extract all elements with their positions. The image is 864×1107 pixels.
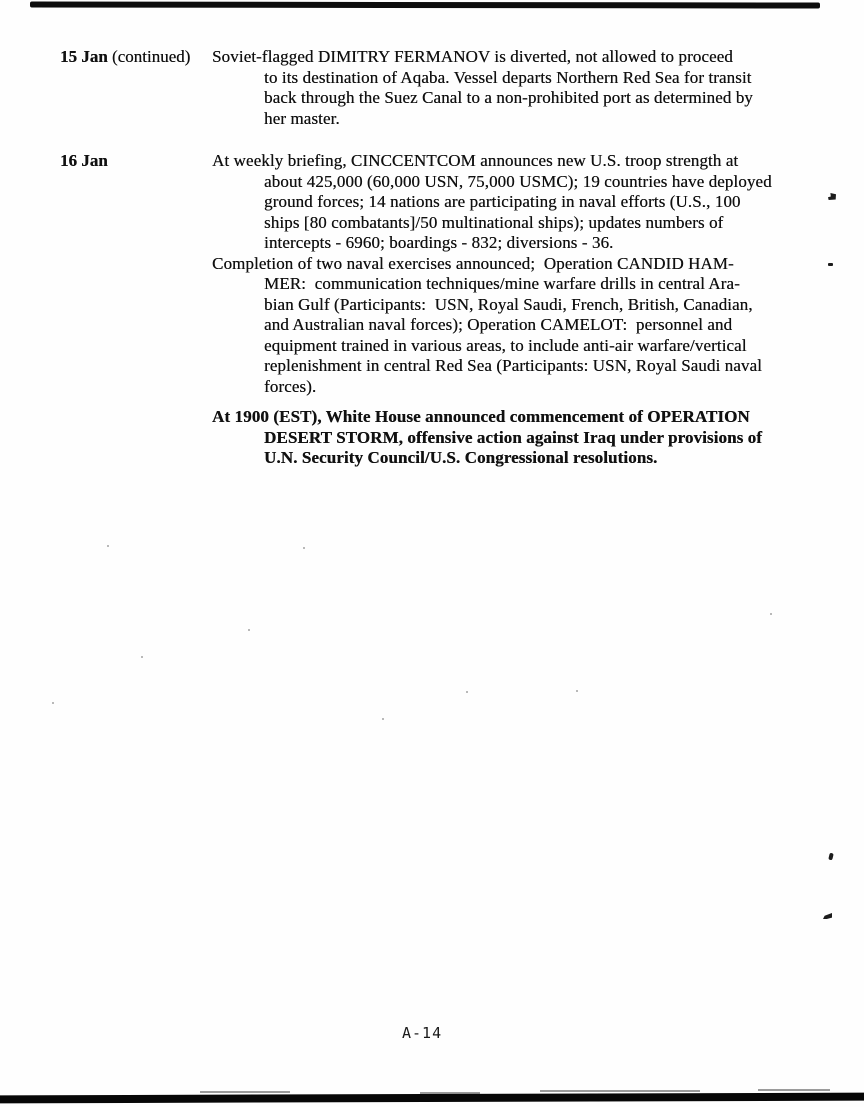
text-line: and Australian naval forces); Operation CAMELOT: personnel and — [264, 315, 733, 334]
scan-dot — [107, 545, 109, 547]
scan-dot — [576, 690, 578, 692]
page-number: A-14 — [402, 1024, 443, 1042]
scan-edge-bar-bottom — [0, 1093, 864, 1104]
entry-paragraph — [212, 254, 864, 398]
entry-date-label: 16 Jan — [60, 151, 108, 170]
text-line: intercepts - 6960; boardings - 832; diversions - 36. — [264, 233, 614, 252]
text-line: DESERT STORM, offensive action against Iraq under provisions of — [264, 427, 762, 447]
text-line: bian Gulf (Participants: USN, Royal Saudi, French, British, Canadian, — [264, 294, 753, 314]
chronology-entries — [0, 47, 864, 469]
text-line: back through the Suez Canal to a non-prohibited port as determined by — [264, 88, 753, 107]
text-line: At weekly briefing, CINCCENTCOM announces new U.S. troop strength at — [212, 151, 739, 170]
text-line: At 1900 (EST), White House announced commencement of OPERATION — [212, 407, 750, 426]
scan-edge-bar-top — [30, 1, 820, 8]
scan-streak — [540, 1090, 700, 1092]
scan-dot — [141, 656, 143, 658]
text-line: to its destination of Aqaba. Vessel departs Northern Red Sea for transit — [264, 67, 752, 87]
text-line: ships [80 combatants]/50 multinational ships); updates numbers of — [264, 212, 724, 232]
entry-paragraph — [212, 47, 864, 129]
entry-body — [212, 151, 864, 469]
text-line: equipment trained in various areas, to include anti-air warfare/vertical — [264, 335, 747, 355]
chronology-entry — [0, 47, 864, 129]
text-line: her master. — [264, 108, 340, 128]
entry-date-label: 15 Jan (continued) — [60, 47, 191, 66]
text-line: forces). — [264, 376, 317, 396]
scan-speck — [828, 263, 833, 266]
entry-date-note: (continued) — [107, 47, 191, 66]
scan-dot — [770, 613, 772, 615]
entry-paragraph — [212, 151, 864, 254]
scan-dot — [52, 702, 54, 704]
scan-streak — [200, 1091, 290, 1093]
text-line: MER: communication techniques/mine warfare drills in central Ara- — [264, 274, 740, 293]
text-line: about 425,000 (60,000 USN, 75,000 USMC); 19 countries have deployed — [264, 171, 772, 191]
scan-dot — [248, 629, 250, 631]
text-line: ground forces; 14 nations are participating in naval efforts (U.S., 100 — [264, 192, 741, 211]
text-line: replenishment in central Red Sea (Participants: USN, Royal Saudi naval — [264, 356, 762, 375]
scan-dot — [303, 547, 305, 549]
entry-body — [212, 47, 864, 129]
text-line: Completion of two naval exercises announced; Operation CANDID HAM- — [212, 253, 734, 273]
scan-dot — [382, 718, 384, 720]
scan-speck — [828, 853, 834, 861]
scan-dot — [466, 691, 468, 693]
text-line: Soviet-flagged DIMITRY FERMANOV is diverted, not allowed to proceed — [212, 47, 733, 66]
chronology-entry — [0, 151, 864, 469]
entry-paragraph — [212, 407, 864, 469]
scan-speck — [823, 913, 832, 919]
text-line: U.N. Security Council/U.S. Congressional resolutions. — [264, 448, 658, 467]
scan-streak — [758, 1089, 830, 1091]
